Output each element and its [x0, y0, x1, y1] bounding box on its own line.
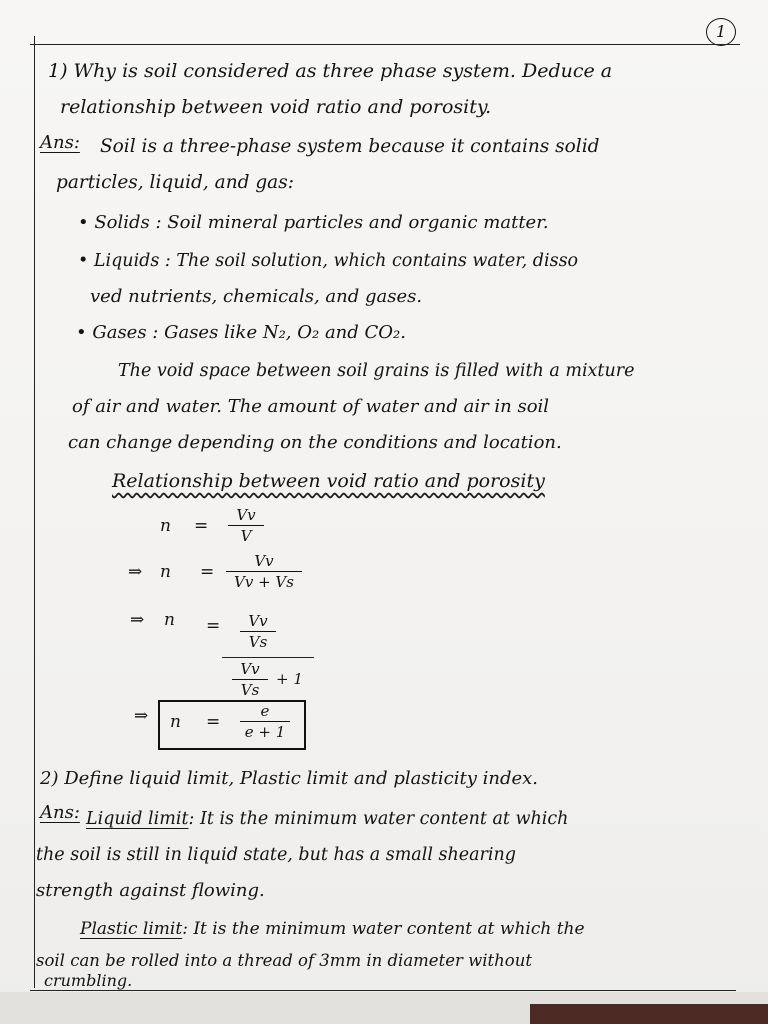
numerator: Vv [236, 506, 256, 524]
n-symbol: n [170, 712, 181, 732]
n-symbol: n [164, 610, 175, 630]
answer-label: Ans: [40, 132, 80, 153]
bullet-solids: • Solids : Soil mineral particles and organic matter. [78, 212, 549, 233]
a1-para-line-3: can change depending on the conditions and location. [68, 432, 562, 453]
fraction-bar [240, 631, 276, 632]
vv-over-vs-top [240, 612, 276, 651]
plastic-limit-def-1: : It is the minimum water content at which the [182, 919, 585, 939]
n-symbol: n [160, 562, 171, 582]
e-over-e-plus-one [240, 702, 290, 741]
numerator: Vv [248, 612, 268, 630]
fraction-bar [228, 525, 264, 526]
liquid-limit-def-2: the soil is still in liquid state, but has a small shearing [36, 845, 516, 865]
plastic-limit-def-2: soil can be rolled into a thread of 3mm in diameter without [36, 951, 532, 970]
answer-label: Ans: [40, 802, 80, 823]
background-surface [530, 1004, 768, 1024]
bullet-liquids-cont: ved nutrients, chemicals, and gases. [90, 286, 423, 307]
denominator: Vs [248, 633, 268, 651]
plus-one: + 1 [276, 670, 303, 688]
q1-line-2: relationship between void ratio and porosity. [60, 96, 492, 118]
left-margin-line [34, 36, 35, 988]
main-fraction-bar [222, 657, 314, 658]
denominator: Vs [240, 681, 260, 699]
equals-sign: = [200, 562, 215, 582]
fraction-bar [232, 679, 268, 680]
vv-over-vv-plus-vs [226, 552, 302, 591]
q2-line-1: 2) Define liquid limit, Plastic limit and plasticity index. [40, 768, 538, 789]
fraction-bar [240, 721, 290, 722]
vv-over-v [228, 506, 264, 545]
a1-para-line-1: The void space between soil grains is filled with a mixture [118, 361, 635, 381]
equals-sign: = [206, 712, 221, 732]
implies-sign: ⇒ [130, 610, 145, 630]
bottom-margin-line [30, 990, 736, 991]
plastic-limit-def-3: crumbling. [44, 971, 133, 990]
page-number: 1 [706, 18, 736, 46]
vv-over-vs-bottom [232, 660, 268, 699]
plastic-limit-term: Plastic limit [80, 919, 183, 939]
n-symbol: n [160, 516, 171, 536]
numerator: Vv [240, 660, 260, 678]
implies-sign: ⇒ [128, 562, 143, 582]
liquid-limit-def-1: : It is the minimum water content at which [188, 809, 569, 829]
numerator: e [260, 702, 270, 720]
bullet-liquids: • Liquids : The soil solution, which contains water, disso [78, 251, 579, 271]
equals-sign: = [206, 616, 221, 636]
fraction-bar [226, 571, 302, 572]
a1-para-line-2: of air and water. The amount of water and air in soil [72, 396, 550, 417]
denominator: Vv + Vs [234, 573, 294, 591]
denominator: V [240, 527, 252, 545]
liquid-limit-term: Liquid limit [86, 809, 189, 829]
equals-sign: = [194, 516, 209, 536]
a1-intro-2: particles, liquid, and gas: [56, 172, 294, 193]
liquid-limit-def-3: strength against flowing. [36, 880, 265, 901]
a1-intro-1: Soil is a three-phase system because it contains solid [100, 136, 600, 157]
relationship-heading: Relationship between void ratio and porosity [112, 470, 545, 492]
implies-sign: ⇒ [134, 706, 149, 726]
numerator: Vv [254, 552, 274, 570]
denominator: e + 1 [244, 723, 286, 741]
top-margin-line [30, 44, 740, 45]
q1-line-1: 1) Why is soil considered as three phase system. Deduce a [48, 60, 613, 82]
bullet-gases: • Gases : Gases like N₂, O₂ and CO₂. [76, 322, 406, 343]
